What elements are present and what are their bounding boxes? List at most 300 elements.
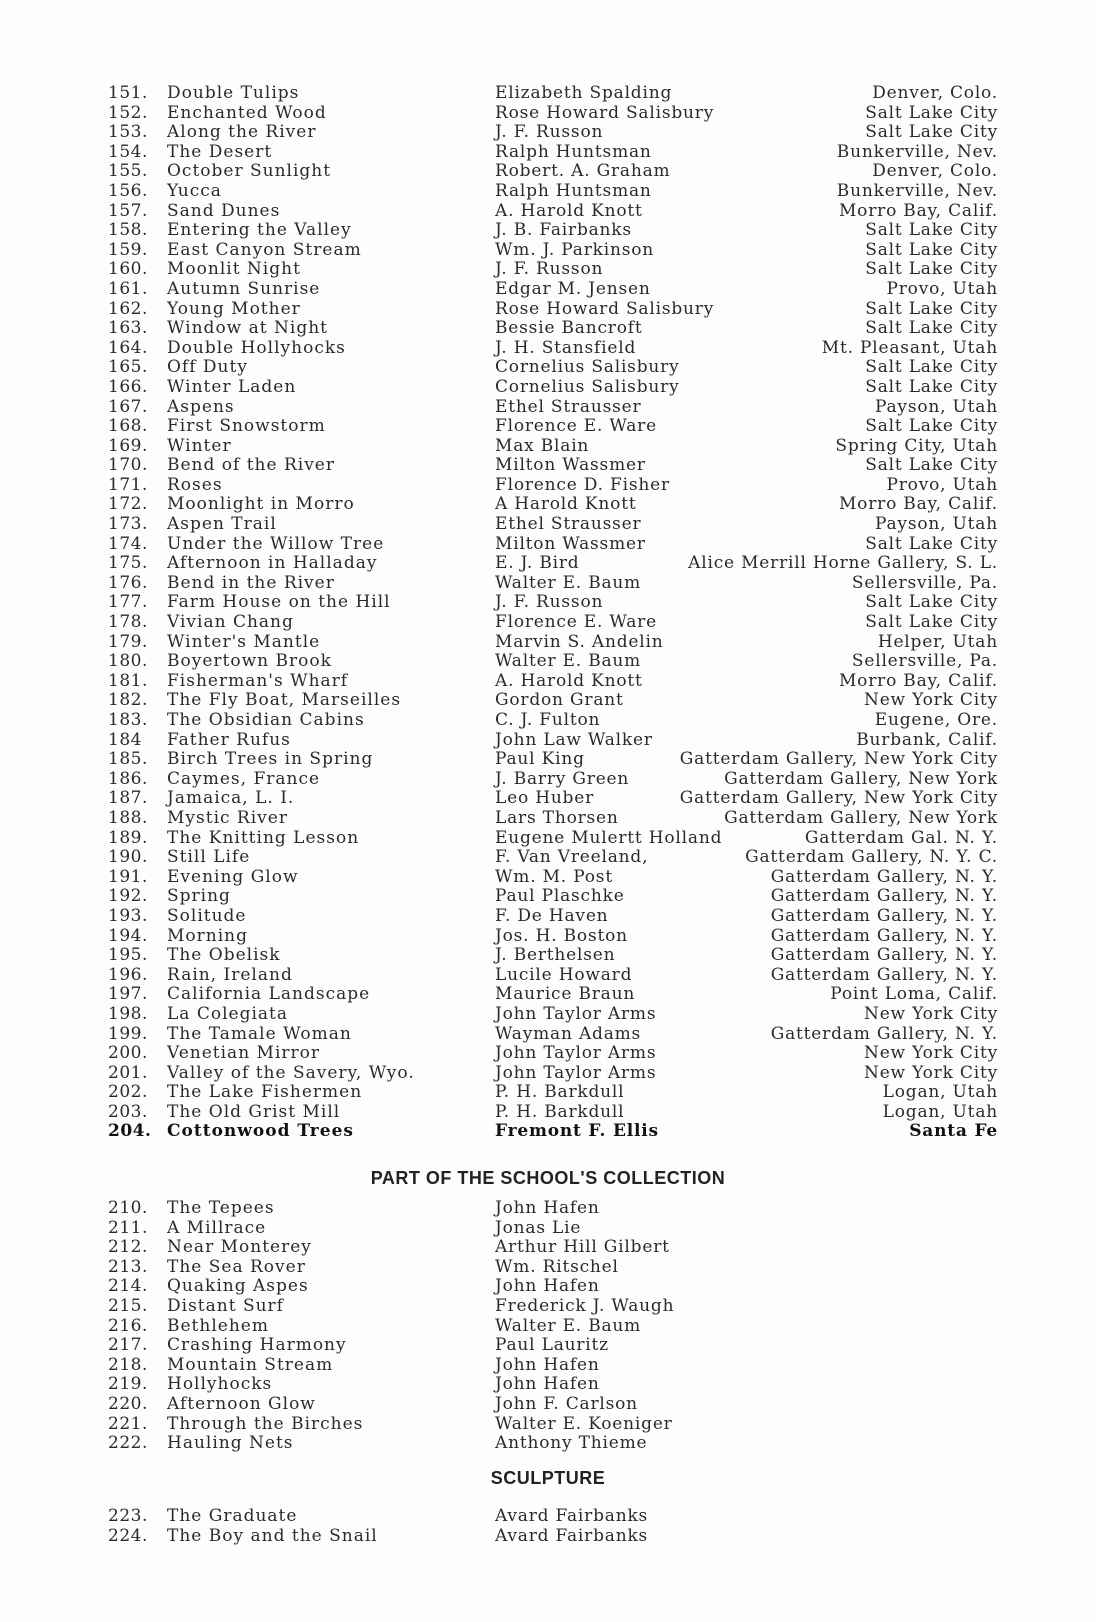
entry-artist: John Hafen	[495, 1354, 600, 1375]
list-item	[0, 1103, 1096, 1123]
entry-location: New York City	[864, 690, 998, 711]
entry-artist: Avard Fairbanks	[495, 1525, 649, 1546]
entry-artist: Walter E. Koeniger	[495, 1413, 673, 1434]
entry-title: Window at Night	[167, 318, 328, 339]
entry-location: Salt Lake City	[865, 416, 998, 437]
entry-artist: Rose Howard Salisbury	[495, 102, 715, 123]
list-item	[0, 319, 1096, 339]
entry-num: 159.	[108, 239, 148, 260]
entry-location: Salt Lake City	[865, 592, 998, 613]
entry-artist: Gordon Grant	[495, 690, 624, 711]
entry-num: 179.	[108, 631, 148, 652]
entry-artist: P. H. Barkdull	[495, 1101, 625, 1122]
entry-title: Winter	[167, 435, 232, 456]
list-item	[0, 300, 1096, 320]
entry-num: 218.	[108, 1354, 148, 1375]
entry-location: Morro Bay, Calif.	[838, 200, 998, 221]
entry-location: Gatterdam Gallery, N. Y.	[770, 964, 998, 985]
list-item	[0, 1025, 1096, 1045]
entry-location: Salt Lake City	[865, 455, 998, 476]
entry-artist: John F. Carlson	[495, 1393, 638, 1414]
entry-title: Young Mother	[167, 298, 301, 319]
entry-title: The Tamale Woman	[167, 1023, 352, 1044]
list-item	[0, 613, 1096, 633]
list-item	[0, 887, 1096, 907]
entry-num: 219.	[108, 1374, 148, 1395]
entry-title: Valley of the Savery, Wyo.	[167, 1062, 415, 1083]
list-item	[0, 574, 1096, 594]
list-item	[0, 1064, 1096, 1084]
entry-num: 193.	[108, 905, 148, 926]
entry-artist: Avard Fairbanks	[495, 1506, 649, 1526]
entry-location: Morro Bay, Calif.	[838, 494, 998, 515]
entry-title: Crashing Harmony	[167, 1335, 347, 1356]
entry-artist: Paul King	[495, 749, 585, 770]
list-item	[0, 535, 1096, 555]
entry-artist: Frederick J. Waugh	[495, 1295, 675, 1316]
entry-location: Gatterdam Gallery, New York City	[679, 788, 998, 809]
entry-num: 204.	[108, 1121, 152, 1142]
entry-num: 180.	[108, 651, 148, 672]
entry-num: 203.	[108, 1101, 148, 1122]
sculpture-list	[0, 1507, 1096, 1546]
list-item	[0, 1336, 1096, 1356]
entry-location: Payson, Utah	[875, 396, 998, 417]
entry-title: Bethlehem	[167, 1315, 269, 1336]
entry-title: Double Hollyhocks	[167, 337, 346, 358]
entry-artist: Rose Howard Salisbury	[495, 298, 715, 319]
entry-num: 164.	[108, 337, 148, 358]
entry-num: 223.	[108, 1506, 148, 1526]
entry-num: 201.	[108, 1062, 148, 1083]
list-item	[0, 652, 1096, 672]
entry-num: 160.	[108, 259, 148, 280]
entry-title: Off Duty	[167, 357, 248, 378]
entry-artist: Wayman Adams	[495, 1023, 642, 1044]
entry-num: 190.	[108, 847, 148, 868]
entry-location: Gatterdam Gallery, N. Y.	[770, 886, 998, 907]
entry-artist: Walter E. Baum	[495, 572, 642, 593]
list-item	[0, 104, 1096, 124]
list-item	[0, 750, 1096, 770]
entry-location: Sellersville, Pa.	[851, 651, 998, 672]
entry-title: Hollyhocks	[167, 1374, 273, 1395]
entry-location: Denver, Colo.	[872, 161, 998, 182]
entry-artist: Walter E. Baum	[495, 651, 642, 672]
entry-artist: Milton Wassmer	[495, 533, 646, 554]
list-item	[0, 1507, 1096, 1527]
entry-num: 217.	[108, 1335, 148, 1356]
entry-title: East Canyon Stream	[167, 239, 362, 260]
entry-num: 192.	[108, 886, 148, 907]
list-item	[0, 495, 1096, 515]
list-item	[0, 417, 1096, 437]
entry-artist: Cornelius Salisbury	[495, 376, 680, 397]
entry-location: Salt Lake City	[865, 376, 998, 397]
entry-title: Solitude	[167, 905, 247, 926]
entry-title: Hauling Nets	[167, 1433, 294, 1454]
entry-num: 195.	[108, 945, 148, 966]
list-item	[0, 398, 1096, 418]
list-item	[0, 1258, 1096, 1278]
entry-num: 163.	[108, 318, 148, 339]
entry-location: Salt Lake City	[865, 239, 998, 260]
entry-location: Eugene, Ore.	[874, 710, 998, 730]
entry-artist: Lucile Howard	[495, 964, 633, 985]
entry-num: 186.	[108, 768, 148, 789]
list-item	[0, 280, 1096, 300]
entry-artist: John Hafen	[495, 1198, 600, 1218]
entry-num: 154.	[108, 141, 148, 162]
list-item	[0, 966, 1096, 986]
entry-artist: Eugene Mulertt Holland	[495, 827, 723, 848]
entry-location: Gatterdam Gal. N. Y.	[804, 827, 998, 848]
entry-artist: Jonas Lie	[495, 1217, 582, 1238]
entry-location: Salt Lake City	[865, 122, 998, 143]
entry-location: Gatterdam Gallery, New York City	[679, 749, 998, 770]
entry-num: 176.	[108, 572, 148, 593]
list-item	[0, 554, 1096, 574]
list-item	[0, 358, 1096, 378]
entry-artist: Marvin S. Andelin	[495, 631, 664, 652]
entry-num: 157.	[108, 200, 148, 221]
entry-title: Distant Surf	[167, 1295, 284, 1316]
list-item	[0, 1238, 1096, 1258]
list-item	[0, 241, 1096, 261]
entry-artist: Jos. H. Boston	[495, 925, 628, 946]
list-item	[0, 1375, 1096, 1395]
list-item	[0, 202, 1096, 222]
entry-title: Farm House on the Hill	[167, 592, 391, 613]
list-item	[0, 633, 1096, 653]
entry-num: 185.	[108, 749, 148, 770]
list-item	[0, 515, 1096, 535]
entry-title: Mountain Stream	[167, 1354, 334, 1375]
entry-num: 198.	[108, 1003, 148, 1024]
entry-location: Bunkerville, Nev.	[836, 180, 998, 201]
entry-num: 166.	[108, 376, 148, 397]
entry-artist: Edgar M. Jensen	[495, 278, 651, 299]
list-item	[0, 907, 1096, 927]
entry-title: Morning	[167, 925, 248, 946]
entry-num: 199.	[108, 1023, 148, 1044]
entry-artist: A. Harold Knott	[495, 670, 643, 691]
entry-location: Spring City, Utah	[835, 435, 998, 456]
entry-title: Bend of the River	[167, 455, 335, 476]
list-item	[0, 84, 1096, 104]
entry-artist: Walter E. Baum	[495, 1315, 642, 1336]
entry-location: Gatterdam Gallery, New York	[724, 768, 998, 789]
entry-num: 197.	[108, 984, 148, 1005]
entry-num: 165.	[108, 357, 148, 378]
entry-title: The Tepees	[167, 1198, 275, 1218]
list-item	[0, 1527, 1096, 1547]
entry-location: Gatterdam Gallery, N. Y.	[770, 945, 998, 966]
entry-title: First Snowstorm	[167, 416, 326, 437]
entry-location: Salt Lake City	[865, 318, 998, 339]
entry-title: Aspen Trail	[167, 514, 277, 535]
entry-artist: Florence D. Fisher	[495, 474, 670, 495]
entry-title: Father Rufus	[167, 729, 291, 750]
list-item	[0, 848, 1096, 868]
catalog-list	[0, 84, 1096, 1142]
entry-num: 172.	[108, 494, 148, 515]
entry-location: Gatterdam Gallery, New York	[724, 807, 998, 828]
entry-artist: Anthony Thieme	[495, 1433, 648, 1454]
entry-title: Winter Laden	[167, 376, 297, 397]
entry-num: 161.	[108, 278, 148, 299]
entry-title: The Sea Rover	[167, 1256, 306, 1277]
entry-artist: Florence E. Ware	[495, 612, 657, 633]
entry-title: Enchanted Wood	[167, 102, 327, 123]
list-item	[0, 143, 1096, 163]
entry-artist: Florence E. Ware	[495, 416, 657, 437]
entry-artist: John Taylor Arms	[495, 1043, 657, 1064]
entry-artist: J. F. Russon	[495, 592, 604, 613]
entry-artist: Paul Lauritz	[495, 1335, 609, 1356]
entry-title: The Fly Boat, Marseilles	[167, 690, 402, 711]
list-item	[0, 1005, 1096, 1025]
entry-num: 224.	[108, 1525, 148, 1546]
entry-title: Spring	[167, 886, 231, 907]
entry-num: 183.	[108, 710, 148, 730]
list-item	[0, 182, 1096, 202]
entry-artist: Bessie Bancroft	[495, 318, 643, 339]
entry-artist: J. Berthelsen	[495, 945, 616, 966]
entry-title: Yucca	[167, 180, 222, 201]
entry-artist: John Law Walker	[495, 729, 653, 750]
entry-title: Afternoon in Halladay	[167, 553, 378, 574]
entry-num: 152.	[108, 102, 148, 123]
entry-num: 169.	[108, 435, 148, 456]
entry-artist: Ralph Huntsman	[495, 180, 652, 201]
entry-title: Autumn Sunrise	[167, 278, 321, 299]
list-item	[0, 1395, 1096, 1415]
list-item	[0, 946, 1096, 966]
sculpture-heading: SCULPTURE	[490, 1468, 606, 1488]
list-item	[0, 1044, 1096, 1064]
entry-title: Rain, Ireland	[167, 964, 293, 985]
entry-artist: Ethel Strausser	[495, 514, 642, 535]
entry-artist: Arthur Hill Gilbert	[495, 1237, 670, 1258]
list-item	[0, 1199, 1096, 1219]
list-item	[0, 868, 1096, 888]
entry-artist: J. F. Russon	[495, 122, 604, 143]
entry-num: 210.	[108, 1198, 148, 1218]
entry-location: Gatterdam Gallery, N. Y.	[770, 925, 998, 946]
entry-artist: John Hafen	[495, 1276, 600, 1297]
list-item	[0, 672, 1096, 692]
entry-title: Mystic River	[167, 807, 288, 828]
entry-location: Salt Lake City	[865, 612, 998, 633]
entry-location: Gatterdam Gallery, N. Y. C.	[745, 847, 998, 868]
entry-num: 178.	[108, 612, 148, 633]
entry-num: 167.	[108, 396, 148, 417]
entry-title: Aspens	[167, 396, 235, 417]
list-item	[0, 770, 1096, 790]
list-item	[0, 1297, 1096, 1317]
list-item	[0, 829, 1096, 849]
entry-num: 196.	[108, 964, 148, 985]
entry-artist: F. Van Vreeland,	[495, 847, 649, 868]
entry-title: Along the River	[167, 122, 317, 143]
list-item	[0, 1356, 1096, 1376]
school-collection-heading: PART OF THE SCHOOL'S COLLECTION	[370, 1168, 726, 1188]
entry-title: Moonlight in Morro	[167, 494, 355, 515]
entry-location: Logan, Utah	[882, 1101, 998, 1122]
entry-artist: C. J. Fulton	[495, 710, 601, 730]
entry-num: 194.	[108, 925, 148, 946]
entry-location: Payson, Utah	[875, 514, 998, 535]
entry-artist: Ralph Huntsman	[495, 141, 652, 162]
entry-num: 211.	[108, 1217, 148, 1238]
entry-num: 189.	[108, 827, 148, 848]
entry-location: Burbank, Calif.	[856, 729, 998, 750]
list-item	[0, 339, 1096, 359]
list-item	[0, 1277, 1096, 1297]
entry-location: Gatterdam Gallery, N. Y.	[770, 866, 998, 887]
entry-num: 151.	[108, 83, 148, 103]
entry-location: Provo, Utah	[886, 278, 998, 299]
entry-location: New York City	[864, 1003, 998, 1024]
entry-title: Sand Dunes	[167, 200, 281, 221]
entry-num: 174.	[108, 533, 148, 554]
entry-artist: P. H. Barkdull	[495, 1082, 625, 1103]
entry-location: Bunkerville, Nev.	[836, 141, 998, 162]
list-item	[0, 221, 1096, 241]
school-collection-list	[0, 1199, 1096, 1454]
entry-title: Evening Glow	[167, 866, 299, 887]
entry-title: Bend in the River	[167, 572, 335, 593]
list-item	[0, 809, 1096, 829]
entry-num: 182.	[108, 690, 148, 711]
entry-title: Quaking Aspes	[167, 1276, 309, 1297]
entry-title: Afternoon Glow	[167, 1393, 316, 1414]
entry-num: 168.	[108, 416, 148, 437]
entry-location: Denver, Colo.	[872, 83, 998, 103]
entry-title: Entering the Valley	[167, 220, 352, 241]
entry-artist: Elizabeth Spalding	[495, 83, 673, 103]
entry-title: Moonlit Night	[167, 259, 301, 280]
entry-title: Fisherman's Wharf	[167, 670, 349, 691]
entry-title: Near Monterey	[167, 1237, 312, 1258]
entry-title: The Lake Fishermen	[167, 1082, 363, 1103]
entry-num: 155.	[108, 161, 148, 182]
entry-artist: Ethel Strausser	[495, 396, 642, 417]
entry-artist: Robert. A. Graham	[495, 161, 671, 182]
entry-location: Gatterdam Gallery, N. Y.	[770, 1023, 998, 1044]
list-item	[0, 1317, 1096, 1337]
entry-title: A Millrace	[167, 1217, 267, 1238]
entry-location: Alice Merrill Horne Gallery, S. L.	[688, 553, 998, 574]
entry-title: Venetian Mirror	[167, 1043, 321, 1064]
entry-title: The Boy and the Snail	[167, 1525, 378, 1546]
entry-num: 216.	[108, 1315, 148, 1336]
entry-num: 213.	[108, 1256, 148, 1277]
entry-location: Logan, Utah	[882, 1082, 998, 1103]
entry-title: Still Life	[167, 847, 251, 868]
entry-location: New York City	[864, 1043, 998, 1064]
entry-location: Gatterdam Gallery, N. Y.	[770, 905, 998, 926]
entry-artist: Milton Wassmer	[495, 455, 646, 476]
entry-num: 214.	[108, 1276, 148, 1297]
entry-num: 212.	[108, 1237, 148, 1258]
entry-location: Point Loma, Calif.	[830, 984, 998, 1005]
entry-num: 173.	[108, 514, 148, 535]
entry-artist: John Taylor Arms	[495, 1003, 657, 1024]
entry-artist: J. Barry Green	[495, 768, 630, 789]
entry-num: 188.	[108, 807, 148, 828]
entry-location: Morro Bay, Calif.	[838, 670, 998, 691]
list-item	[0, 691, 1096, 711]
list-item	[0, 1415, 1096, 1435]
entry-title: The Old Grist Mill	[167, 1101, 341, 1122]
entry-artist: Cornelius Salisbury	[495, 357, 680, 378]
entry-location: Salt Lake City	[865, 298, 998, 319]
entry-artist: J. H. Stansfield	[495, 337, 637, 358]
list-item	[0, 437, 1096, 457]
entry-num: 220.	[108, 1393, 148, 1414]
entry-artist: Wm. M. Post	[495, 866, 613, 887]
entry-num: 162.	[108, 298, 148, 319]
list-item	[0, 927, 1096, 947]
entry-location: Helper, Utah	[877, 631, 998, 652]
entry-title: The Obsidian Cabins	[167, 710, 365, 730]
entry-artist: J. F. Russon	[495, 259, 604, 280]
entry-artist: Wm. J. Parkinson	[495, 239, 655, 260]
list-item	[0, 162, 1096, 182]
entry-title: Double Tulips	[167, 83, 300, 103]
entry-location: Salt Lake City	[865, 220, 998, 241]
list-item	[0, 378, 1096, 398]
entry-artist: Paul Plaschke	[495, 886, 625, 907]
entry-title: Roses	[167, 474, 223, 495]
entry-artist: E. J. Bird	[495, 553, 580, 574]
entry-title: Winter's Mantle	[167, 631, 321, 652]
entry-artist: Fremont F. Ellis	[495, 1121, 659, 1142]
entry-num: 177.	[108, 592, 148, 613]
entry-num: 171.	[108, 474, 148, 495]
entry-title: Cottonwood Trees	[167, 1121, 354, 1142]
entry-title: Birch Trees in Spring	[167, 749, 374, 770]
entry-location: Salt Lake City	[865, 259, 998, 280]
entry-location: Salt Lake City	[865, 357, 998, 378]
entry-title: La Colegiata	[167, 1003, 288, 1024]
entry-num: 175.	[108, 553, 148, 574]
entry-location: Santa Fe	[909, 1121, 998, 1142]
entry-num: 200.	[108, 1043, 148, 1064]
entry-artist: Max Blain	[495, 435, 590, 456]
entry-num: 156.	[108, 180, 148, 201]
list-item	[0, 456, 1096, 476]
entry-title: The Knitting Lesson	[167, 827, 360, 848]
entry-num: 170.	[108, 455, 148, 476]
list-item	[0, 1083, 1096, 1103]
list-item	[0, 789, 1096, 809]
entry-num: 221.	[108, 1413, 148, 1434]
entry-num: 222.	[108, 1433, 148, 1454]
entry-location: Salt Lake City	[865, 533, 998, 554]
entry-artist: Wm. Ritschel	[495, 1256, 619, 1277]
entry-title: Vivian Chang	[167, 612, 294, 633]
entry-num: 202.	[108, 1082, 148, 1103]
entry-location: Sellersville, Pa.	[851, 572, 998, 593]
entry-num: 187.	[108, 788, 148, 809]
list-item	[0, 593, 1096, 613]
entry-artist: John Hafen	[495, 1374, 600, 1395]
entry-artist: A Harold Knott	[495, 494, 637, 515]
entry-title: Boyertown Brook	[167, 651, 332, 672]
